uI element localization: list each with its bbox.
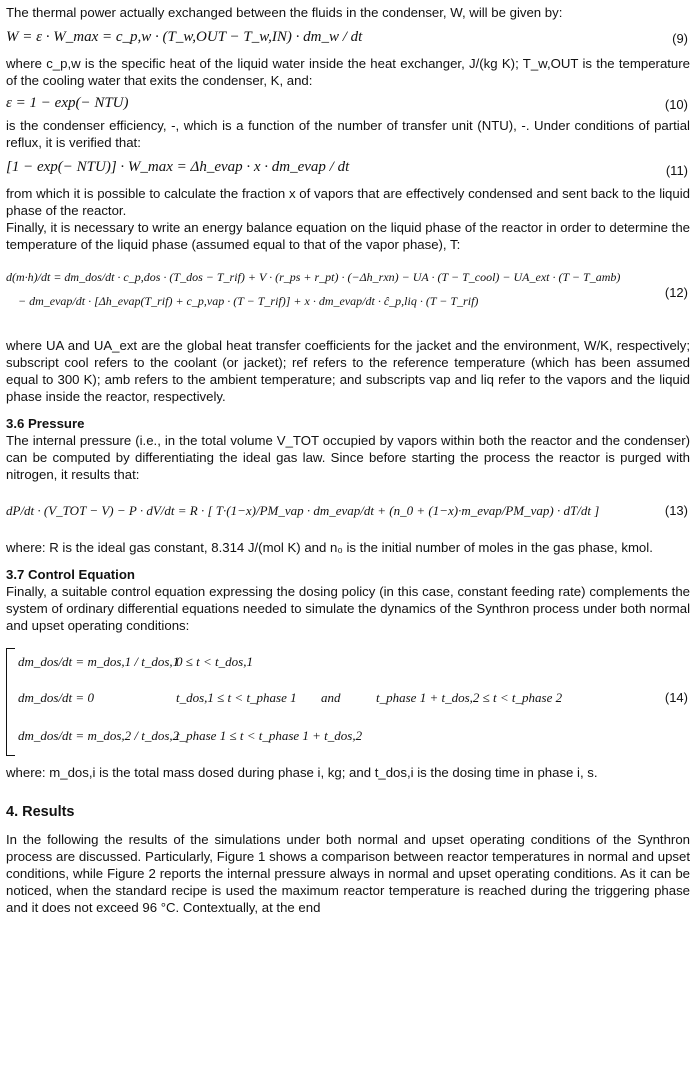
paragraph-results: In the following the results of the simulations under both normal and upset operating conditions of the Synthron process are discussed. Particularly, Figure 1 shows a comparison between reactor temperatures in normal and upset conditions, while Figure 2 reports the internal pressure always in normal and upset operating conditions. As it can be noticed, when the standard recipe is used the maximum reactor temperature is reached during the triggering phase and it does not exceed 96 °C. Contextually, at the end [6,832,690,915]
equation-14-row-2: dm_dos/dt = 0 [18,690,94,705]
equation-10-number: (10) [664,97,688,112]
paragraph-control-equation: Finally, a suitable control equation expressing the dosing policy (in this case, constant feeding rate) complements the system of ordinary differential equations needed to simulate the dynamics of the Synthron process under both normal and upset operating conditions: [6,584,690,633]
equation-12-line-2: − dm_evap/dt · [Δh_evap(T_rif) + c_p,vap · (T − T_rif)] + x · dm_evap/dt · ĉ_p,liq · (T − T_rif) [18,294,479,308]
equation-12-number: (12) [664,285,688,300]
equation-13-number: (13) [664,503,688,518]
paragraph-gas-constant: where: R is the ideal gas constant, 8.314 J/(mol K) and n₀ is the initial number of moles in the gas phase, kmol. [6,540,653,555]
paragraph-heat-transfer-coefficients: where UA and UA_ext are the global heat transfer coefficients for the jacket and the environment, W/K, respectively; subscript cool refers to the coolant (or jacket); ref refers to the reference temperature (which has been assumed equal to 300 K); amb refers to the ambient temperature; and subscripts vap and liq refer to the vapors and the liquid phase inside the reactor, respectively. [6,338,690,404]
equation-14-row-3: dm_dos/dt = m_dos,2 / t_dos,2 [18,728,180,743]
equation-14 [6,644,690,756]
equation-11-body: [1 − exp(− NTU)] · W_max = Δh_evap · x · dm_evap / dt [6,159,350,175]
equation-9-body: W = ε · W_max = c_p,w · (T_w,OUT − T_w,IN) · dm_w / dt [6,29,363,45]
paper-page [6,0,690,916]
equation-11 [6,157,690,181]
heading-3-6: 3.6 Pressure [6,416,85,431]
paragraph-specific-heat: where c_p,w is the specific heat of the liquid water inside the heat exchanger, J/(kg K); T_w,OUT is the temperature of the cooling water that exits the condenser, K, and: [6,56,690,88]
equation-14-number: (14) [664,690,688,705]
equation-9 [6,27,690,49]
heading-3-7: 3.7 Control Equation [6,567,135,582]
paragraph-vapor-fraction: from which it is possible to calculate the fraction x of vapors that are effectively condensed and sent back to the liquid phase of the reactor. [6,186,690,218]
paragraph-thermal-power: The thermal power actually exchanged between the fluids in the condenser, W, will be given by: [6,5,563,20]
heading-4-results: 4. Results [6,804,75,820]
equation-13 [6,491,690,531]
equation-14-row-2-condition: t_dos,1 ≤ t < t_phase 1 [176,690,297,705]
equation-14-row-3-condition: t_phase 1 ≤ t < t_phase 1 + t_dos,2 [176,728,363,743]
equation-12 [6,265,690,321]
equation-10-body: ε = 1 − exp(− NTU) [6,95,129,111]
equation-14-row-2-condition-2: t_phase 1 + t_dos,2 ≤ t < t_phase 2 [376,690,563,705]
equation-13-body: dP/dt · (V_TOT − V) − P · dV/dt = R · [ T·(1−x)/PM_vap · dm_evap/dt + (n_0 + (1−x)·m_evap/PM_vap) · dT/dt ] [6,503,600,518]
equation-9-number: (9) [672,31,688,46]
equation-10 [6,93,690,115]
equation-12-line-1: d(m·h)/dt = dm_dos/dt · c_p,dos · (T_dos − T_rif) + V · (r_ps + r_pt) · (−Δh_rxn) − UA · (T − T_cool) − UA_ext · (T − T_amb) [6,270,621,284]
paragraph-dosing-definitions: where: m_dos,i is the total mass dosed during phase i, kg; and t_dos,i is the dosing time in phase i, s. [6,765,598,780]
paragraph-energy-balance: Finally, it is necessary to write an energy balance equation on the liquid phase of the reactor in order to determine the temperature of the liquid phase (assumed equal to that of the vapor phase), T: [6,220,690,252]
equation-14-row-1-condition: 0 ≤ t < t_dos,1 [176,654,253,669]
equation-11-number: (11) [665,163,688,178]
paragraph-internal-pressure: The internal pressure (i.e., in the total volume V_TOT occupied by vapors within both the reactor and the condenser) can be computed by differentiating the ideal gas law. Since before starting the process the reactor is purged with nitrogen, it results that: [6,433,690,482]
equation-14-and: and [321,690,341,705]
equation-14-brace [6,648,15,756]
equation-14-row-1: dm_dos/dt = m_dos,1 / t_dos,1 [18,654,180,669]
paragraph-condenser-efficiency: is the condenser efficiency, -, which is a function of the number of transfer unit (NTU), -. Under conditions of partial reflux, it is verified that: [6,118,690,150]
